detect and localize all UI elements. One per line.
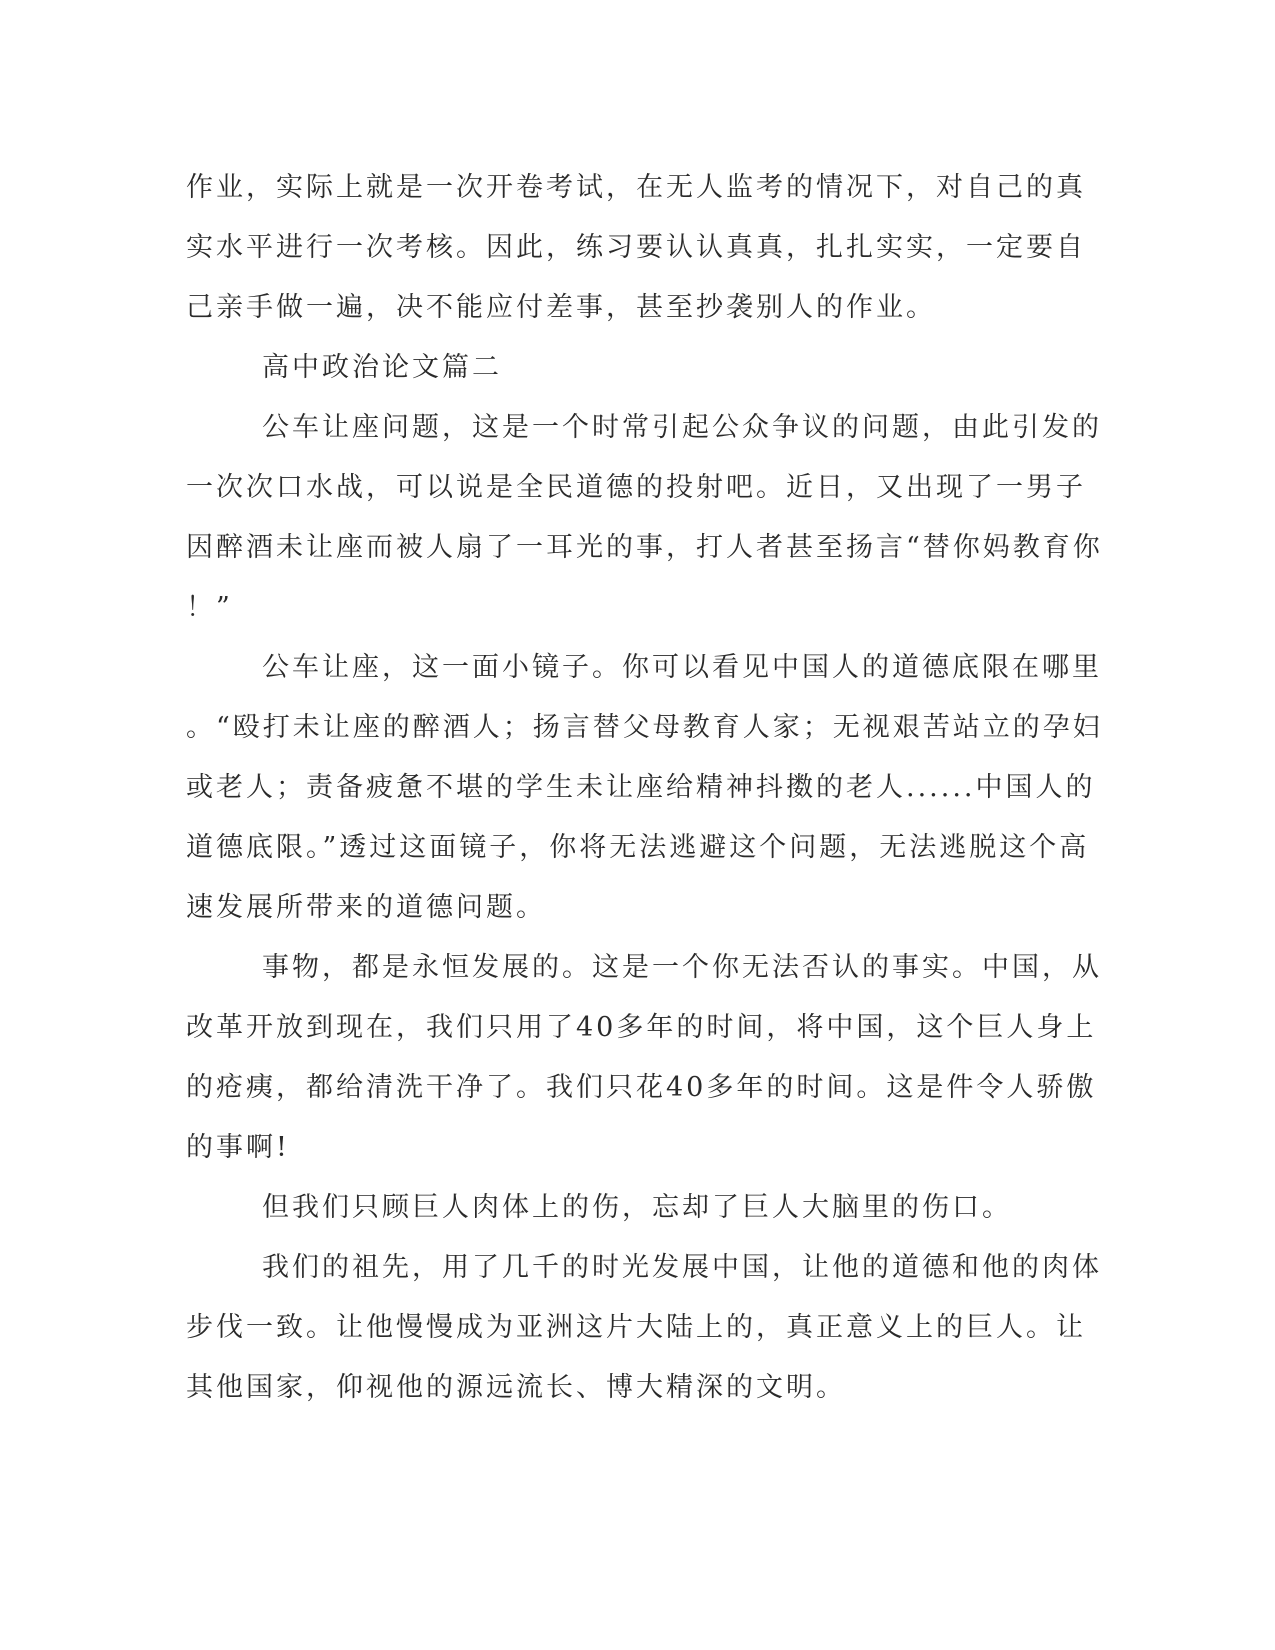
- text-line: 步伐一致。让他慢慢成为亚洲这片大陆上的，真正意义上的巨人。让: [186, 1312, 1086, 1343]
- text-line: 作业，实际上就是一次开卷考试，在无人监考的情况下，对自己的真: [186, 172, 1086, 203]
- text-line: ！”: [186, 592, 233, 623]
- text-line: 其他国家，仰视他的源远流长、博大精深的文明。: [186, 1372, 846, 1403]
- text-line: 速发展所带来的道德问题。: [186, 892, 546, 923]
- text-line: 我们的祖先，用了几千的时光发展中国，让他的道德和他的肉体: [262, 1252, 1102, 1283]
- text-line: 公车让座，这一面小镜子。你可以看见中国人的道德底限在哪里: [262, 652, 1102, 683]
- text-line: 改革开放到现在，我们只用了40多年的时间，将中国，这个巨人身上: [186, 1012, 1097, 1043]
- text-line: 的疮痍，都给清洗干净了。我们只花40多年的时间。这是件令人骄傲: [186, 1072, 1097, 1103]
- text-line: 事物，都是永恒发展的。这是一个你无法否认的事实。中国，从: [262, 952, 1102, 983]
- document-body: [186, 158, 1103, 1418]
- text-line: 公车让座问题，这是一个时常引起公众争议的问题，由此引发的: [262, 412, 1102, 443]
- text-line: 道德底限。”透过这面镜子，你将无法逃避这个问题，无法逃脱这个高: [186, 832, 1090, 863]
- section-heading: 高中政治论文篇二: [262, 352, 502, 383]
- text-line: 实水平进行一次考核。因此，练习要认认真真，扎扎实实，一定要自: [186, 232, 1086, 263]
- text-line: 或老人；责备疲惫不堪的学生未让座给精神抖擞的老人......中国人的: [186, 772, 1096, 803]
- text-line: 因醉酒未让座而被人扇了一耳光的事，打人者甚至扬言“替你妈教育你: [186, 532, 1103, 563]
- text-line: 一次次口水战，可以说是全民道德的投射吧。近日，又出现了一男子: [186, 472, 1086, 503]
- text-line: 但我们只顾巨人肉体上的伤，忘却了巨人大脑里的伤口。: [262, 1192, 1012, 1223]
- text-line: 己亲手做一遍，决不能应付差事，甚至抄袭别人的作业。: [186, 292, 936, 323]
- text-line: 的事啊!: [186, 1132, 290, 1163]
- text-line: 。“殴打未让座的醉酒人；扬言替父母教育人家；无视艰苦站立的孕妇: [186, 712, 1103, 743]
